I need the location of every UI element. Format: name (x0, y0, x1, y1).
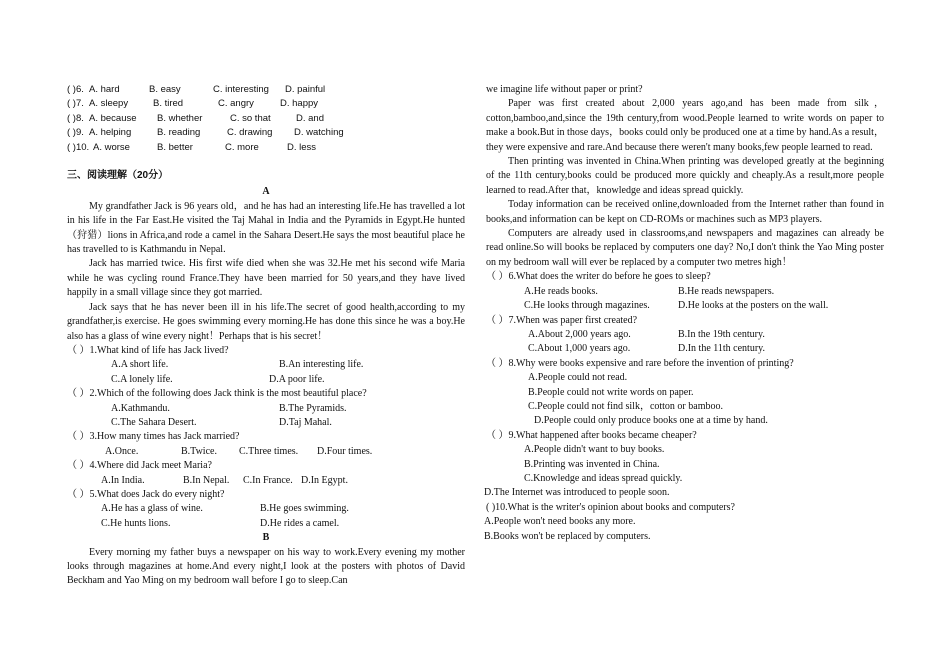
answer-option: B.In Nepal. (183, 474, 230, 486)
cloze-item-7 (67, 97, 465, 111)
cloze-option-c: C. angry (218, 98, 254, 110)
question-b10 (486, 501, 884, 544)
question-stem: （ ）7.When was paper first created? (486, 314, 638, 326)
cloze-option-c: C. interesting (213, 84, 269, 95)
answer-option: A.He reads books. (524, 285, 598, 297)
answer-option: A.In India. (101, 474, 145, 486)
cloze-option-d: D. less (287, 141, 317, 153)
passage-b-paragraph: Computers are already used in classrooms,and newspapers and magazines can already be read online.So will books be replaced by computers one day? No,I don't think the Yao Ming poster on my bedroom wall will ever be replaced by a computer two metres high！ (486, 228, 884, 268)
answer-option: B.The Pyramids. (279, 402, 347, 414)
answer-option: B.In the 19th century. (678, 328, 765, 340)
cloze-number: ( )10. (67, 141, 90, 153)
question-b6 (486, 270, 884, 313)
cloze-option-d: D. watching (294, 127, 344, 139)
passage-b-continuation: we imagine life without paper or print? (486, 84, 643, 95)
cloze-option-d: D. painful (285, 84, 326, 95)
answer-option: B.People could not write words on paper. (528, 386, 694, 398)
question-b8 (486, 357, 884, 429)
question-stem: （ ）6.What does the writer do before he goes to sleep? (486, 271, 711, 283)
answer-option: A.About 2,000 years ago. (528, 328, 631, 340)
cloze-option-b: B. tired (153, 98, 184, 110)
question-stem: （ ）5.What does Jack do every night? (67, 488, 225, 500)
question-5 (67, 488, 465, 531)
passage-b-heading: B (262, 532, 270, 544)
cloze-option-c: C. more (225, 141, 259, 153)
question-stem: （ ）2.Which of the following does Jack think is the most beautiful place? (67, 388, 367, 400)
cloze-option-a: A. because (89, 112, 137, 124)
cloze-option-d: D. and (296, 112, 324, 124)
question-stem: （ ）9.What happened after books became cheaper? (486, 429, 697, 441)
cloze-number: ( )7. (67, 98, 84, 110)
answer-option: D.He rides a camel. (260, 517, 340, 529)
cloze-option-a: A. sleepy (89, 98, 129, 110)
question-stem: （ ）8.Why were books expensive and rare before the invention of printing? (486, 357, 794, 369)
answer-option: C.About 1,000 years ago. (528, 343, 631, 355)
question-3 (67, 430, 465, 459)
passage-b-paragraph: Today information can be received online,downloaded from the Internet rather than found in books,and information can be kept on CD-ROMs or machines such as MP3 players. (486, 199, 884, 225)
answer-option: C.He hunts lions. (101, 517, 171, 529)
question-stem: ( )10.What is the writer's opinion about books and computers? (486, 501, 735, 513)
cloze-number: ( )6. (67, 84, 84, 95)
answer-option: C.The Sahara Desert. (111, 416, 197, 428)
answer-option: D.In Egypt. (301, 474, 348, 486)
cloze-option-b: B. better (157, 141, 193, 153)
answer-option: D.He looks at the posters on the wall. (678, 300, 829, 312)
answer-option: B.Twice. (181, 445, 217, 457)
cloze-option-b: B. whether (157, 112, 203, 124)
question-2 (67, 387, 465, 430)
right-column (486, 83, 884, 544)
answer-option: C.Three times. (239, 445, 299, 457)
cloze-item-9 (67, 126, 465, 140)
answer-option: C.He looks through magazines. (524, 300, 650, 312)
answer-option: A.Kathmandu. (111, 402, 170, 414)
answer-option: D.In the 11th century. (678, 343, 766, 355)
passage-a-paragraph: Jack has married twice. His first wife died when she was 32.He met his second wife Maria while he was cycling round France.They have been married for 50 years,and they have lived happily in a small village since they got married. (67, 258, 465, 299)
question-b7 (486, 314, 884, 357)
question-stem: （ ）3.How many times has Jack married? (67, 431, 240, 443)
section-title: 三、阅读理解（20分） (67, 170, 169, 182)
answer-option: C.Knowledge and ideas spread quickly. (524, 472, 683, 484)
answer-option: A.He has a glass of wine. (101, 503, 203, 515)
cloze-option-b: B. reading (157, 127, 201, 139)
cloze-option-d: D. happy (280, 98, 319, 110)
question-4 (67, 459, 465, 488)
cloze-option-c: C. so that (230, 112, 271, 124)
question-stem: （ ）4.Where did Jack meet Maria? (67, 460, 212, 472)
answer-option: D.People could only produce books one at a time by hand. (534, 415, 768, 427)
answer-option: B.He goes swimming. (260, 503, 349, 515)
passage-b-paragraph: Every morning my father buys a newspaper on his way to work.Every evening my mother looks through magazines at home.And every night,I look at the posters with photos of David Beckham and Yao Ming on my bedroom wall before I go to sleep.Can (67, 546, 465, 587)
answer-option: B.An interesting life. (279, 359, 364, 371)
question-stem: （ ）1.What kind of life has Jack lived? (67, 344, 229, 356)
question-1 (67, 344, 465, 387)
cloze-option-a: A. hard (89, 84, 120, 95)
cloze-option-b: B. easy (149, 84, 181, 95)
answer-option: C.People could not find silk，cotton or bamboo. (528, 400, 723, 412)
cloze-item-6 (67, 83, 465, 97)
cloze-options-list (67, 83, 465, 155)
passage-b-paragraph: Then printing was invented in China.When printing was developed greatly at the beginning of the 11th century,books could be produced more quickly and cheaply.As a result,more people learned to read.After that，knowledge and ideas spread quickly. (486, 156, 884, 196)
answer-option: D.Taj Mahal. (279, 416, 332, 428)
answer-option: A.A short life. (111, 359, 169, 371)
answer-option: D.A poor life. (269, 373, 325, 385)
answer-option: A.People could not read. (528, 372, 628, 384)
question-b9 (486, 429, 884, 501)
passage-a-heading: A (262, 186, 270, 198)
passage-b-paragraph: Paper was first created about 2,000 years ago,and has been made from silk，cotton,bamboo,and,since the 19th century,from wood.People learned to write words on paper to make a book.But in those days，books could only be produced one at a time by hand.As a result，they were expensive and rare.And because there weren't many books,few people learned to read. (486, 98, 884, 153)
answer-option: A.People won't need books any more. (484, 516, 636, 528)
answer-option: D.Four times. (317, 445, 373, 457)
answer-option: C.A lonely life. (111, 373, 173, 385)
passage-a-paragraph: My grandfather Jack is 96 years old，and he has had an interesting life.He has travelled a lot in his life in the Far East.He visited the Taj Mahal in India and the Pyramids in Egypt.He hunted（狩猎）lions in Africa,and rode a camel in the Sahara Desert.He says the most beautiful place he has travelled to is Kathmandu in Nepal. (67, 200, 465, 256)
cloze-option-c: C. drawing (227, 127, 273, 139)
answer-option: B.Books won't be replaced by computers. (484, 530, 651, 542)
passage-a-paragraph: Jack says that he has never been ill in his life.The secret of good health,according to my grandfather,is exercise. He goes swimming every morning.He has done this since he was a boy.He also has a glass of wine every night！Perhaps that is his secret！ (67, 301, 465, 342)
cloze-item-10 (67, 141, 465, 155)
cloze-option-a: A. helping (89, 127, 132, 139)
cloze-item-8 (67, 112, 465, 126)
answer-option: B.Printing was invented in China. (524, 458, 660, 470)
cloze-number: ( )9. (67, 127, 84, 139)
answer-option: C.In France. (243, 474, 293, 486)
answer-option: B.He reads newspapers. (678, 285, 775, 297)
answer-option: A.People didn't want to buy books. (524, 444, 665, 456)
answer-option: D.The Internet was introduced to people soon. (484, 487, 670, 499)
answer-option: A.Once. (105, 445, 139, 457)
cloze-number: ( )8. (67, 112, 84, 124)
left-column (67, 83, 465, 589)
cloze-option-a: A. worse (93, 141, 130, 153)
